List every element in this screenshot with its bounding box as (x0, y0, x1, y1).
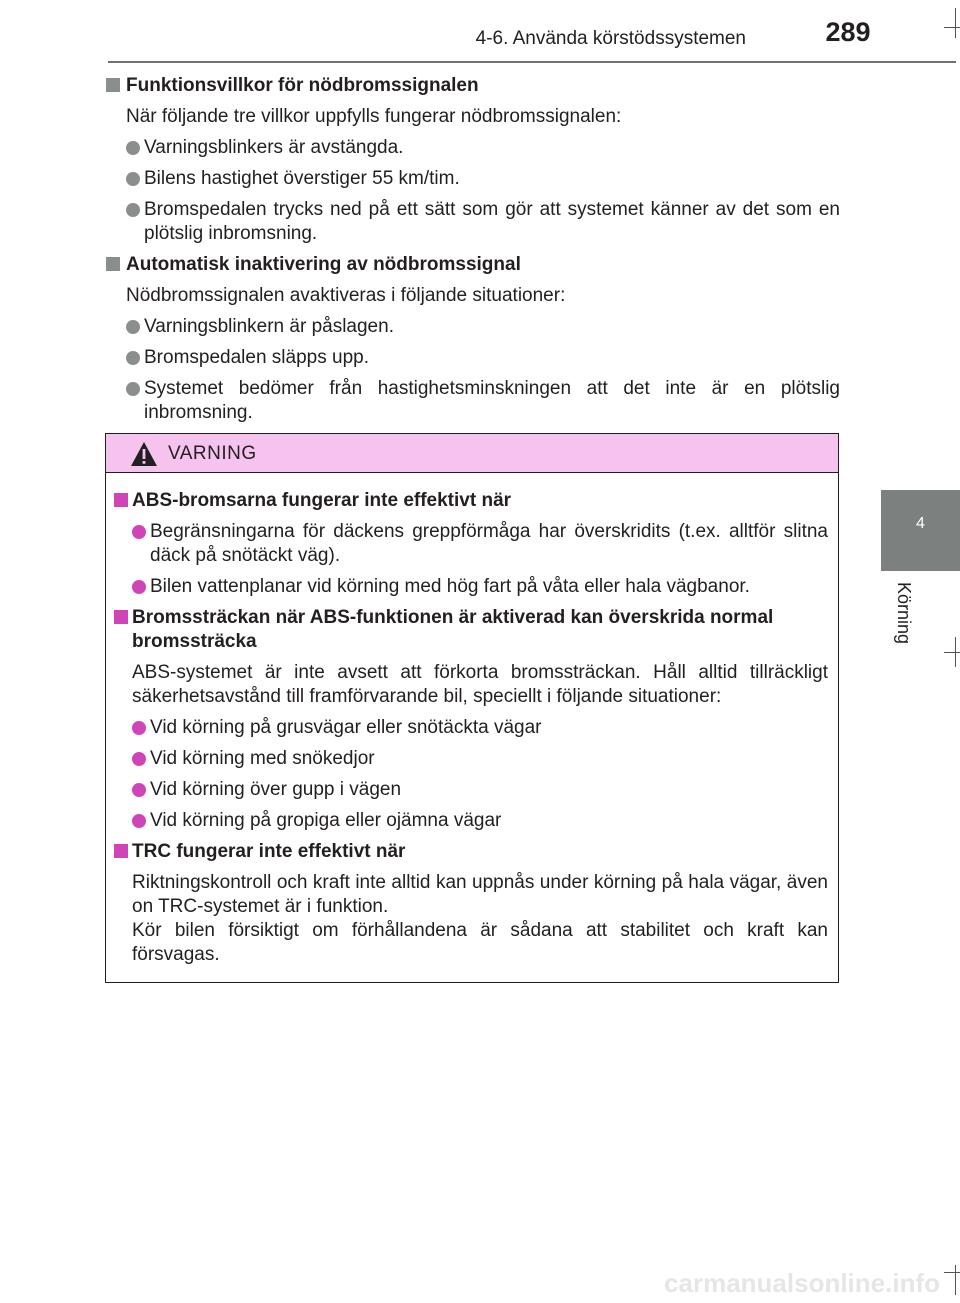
list-item (132, 747, 828, 771)
crop-mark (944, 27, 960, 28)
main-content (106, 74, 840, 432)
warning-heading (114, 489, 828, 513)
warning-heading (114, 606, 828, 654)
dot-bullet-icon (126, 172, 140, 186)
list-item (126, 167, 840, 191)
dot-bullet-icon (132, 752, 146, 766)
dot-bullet-icon (126, 141, 140, 155)
dot-bullet-icon (126, 320, 140, 334)
list-item (132, 520, 828, 568)
square-bullet-icon (114, 610, 128, 624)
watermark: carmanualsonline.info (664, 1268, 940, 1298)
warning-header (106, 434, 838, 473)
page-number: 289 (825, 17, 871, 47)
list-item-text: Vid körning över gupp i vägen (150, 779, 402, 800)
list-item-text: Begränsningarna för däckens greppförmåga har överskridits (t.ex. alltför slitna däck på snötäckt väg). (150, 521, 828, 566)
section-title: 4-6. Använda körstödssystemen (475, 28, 746, 49)
list-item (132, 575, 828, 599)
list-item-text: Varningsblinkers är avstängda. (144, 137, 404, 158)
heading-text: Bromssträckan när ABS-funktionen är aktiverad kan överskrida normal bromssträcka (132, 607, 774, 652)
list-item (126, 198, 840, 246)
list-item-text: Bromspedalen trycks ned på ett sätt som gör att systemet känner av det som en plötslig inbromsning. (144, 199, 840, 244)
crop-mark (955, 1265, 956, 1295)
list-item (126, 315, 840, 339)
square-bullet-icon (114, 844, 128, 858)
list-item (126, 377, 840, 425)
section-heading (106, 253, 840, 277)
list-item-text: Systemet bedömer från hastighetsminskningen att det inte är en plötslig inbromsning. (144, 378, 840, 423)
dot-bullet-icon (132, 814, 146, 828)
heading-text: ABS-bromsarna fungerar inte effektivt när (132, 490, 512, 511)
chapter-label: Körning (894, 582, 914, 645)
list-item-text: Bromspedalen släpps upp. (144, 347, 369, 368)
warning-box (105, 433, 839, 983)
warning-text: Riktningskontroll och kraft inte alltid kan uppnås under körning på hala vägar, även on TRC-systemet är i funktion. (132, 872, 828, 917)
dot-bullet-icon (132, 580, 146, 594)
list-item (132, 778, 828, 802)
square-bullet-icon (106, 257, 120, 271)
dot-bullet-icon (132, 783, 146, 797)
warning-text: ABS-systemet är inte avsett att förkorta bromssträckan. Håll alltid tillräckligt säkerhetsavstånd till framförvarande bil, speciellt i följande situationer: (132, 662, 828, 707)
list-item-text: Bilens hastighet överstiger 55 km/tim. (144, 168, 460, 189)
warning-triangle-icon (130, 441, 158, 467)
header-rule (108, 61, 956, 63)
dot-bullet-icon (132, 721, 146, 735)
crop-mark (955, 8, 956, 38)
list-item-text: Vid körning med snökedjor (150, 748, 375, 769)
dot-bullet-icon (132, 525, 146, 539)
square-bullet-icon (106, 78, 120, 92)
crop-mark (944, 1272, 960, 1273)
square-bullet-icon (114, 493, 128, 507)
warning-body (114, 489, 828, 974)
chapter-tab (881, 490, 960, 571)
list-item-text: Bilen vattenplanar vid körning med hög fart på våta eller hala vägbanor. (150, 576, 750, 597)
heading-text: TRC fungerar inte effektivt när (132, 841, 406, 862)
dot-bullet-icon (126, 203, 140, 217)
warning-heading (114, 840, 828, 864)
crop-mark (944, 652, 960, 653)
dot-bullet-icon (126, 351, 140, 365)
list-item (126, 136, 840, 160)
section-heading (106, 74, 840, 98)
warning-label: VARNING (168, 443, 257, 464)
chapter-number: 4 (916, 515, 925, 532)
list-item-text: Vid körning på grusvägar eller snötäckta vägar (150, 717, 542, 738)
warning-text: Kör bilen försiktigt om förhållandena är sådana att stabilitet och kraft kan försvagas. (132, 920, 828, 965)
list-item-text: Varningsblinkern är påslagen. (144, 316, 394, 337)
list-item (126, 346, 840, 370)
intro-text: Nödbromssignalen avaktiveras i följande situationer: (126, 285, 566, 306)
list-item (132, 716, 828, 740)
dot-bullet-icon (126, 382, 140, 396)
list-item-text: Vid körning på gropiga eller ojämna vägar (150, 810, 502, 831)
heading-text: Funktionsvillkor för nödbromssignalen (126, 75, 479, 96)
intro-text: När följande tre villkor uppfylls fungerar nödbromssignalen: (126, 106, 622, 127)
list-item (132, 809, 828, 833)
heading-text: Automatisk inaktivering av nödbromssignal (126, 254, 521, 275)
